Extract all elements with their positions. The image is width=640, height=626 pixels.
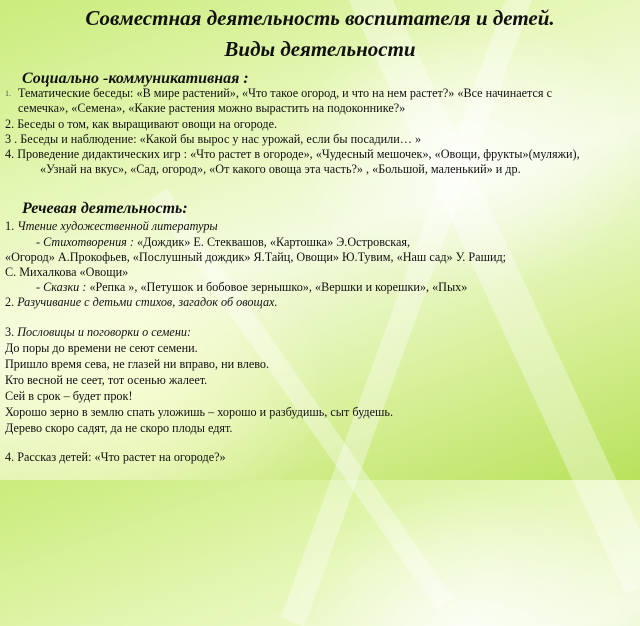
social-item-1-line-1: Тематические беседы: «В мире растений», «Что такое огород, и что на нем растет?» «Все начинается с <box>18 86 552 100</box>
item1-number: 1. <box>5 89 11 98</box>
title-line-2: Виды деятельности <box>224 37 416 61</box>
speech-point-3-text: Пословицы и поговорки о семени: <box>17 325 192 339</box>
speech-heading: Речевая деятельность: <box>22 200 188 217</box>
speech-point-2-number: 2. <box>5 295 15 309</box>
speech-point-2 <box>5 295 278 310</box>
proverb: Хорошо зерно в землю спать уложишь – хорошо и разбудишь, сыт будешь. <box>5 405 394 419</box>
proverb: Пришло время сева, не глазей ни вправо, ни влево. <box>5 357 270 371</box>
poems-line-2: «Огород» А.Прокофьев, «Послушный дождик» Я.Тайц, Овощи» Ю.Тувим, «Наш сад» У. Рашид; <box>5 250 507 264</box>
social-item-1-line-2: семечка», «Семена», «Какие растения можно вырастить на подоконнике?» <box>18 101 406 115</box>
poems-line-1 <box>36 235 410 250</box>
social-item-4-line-1: 4. Проведение дидактических игр : «Что растет в огороде», «Чудесный мешочек», «Овощи, фрукты»(муляжи), <box>5 147 580 161</box>
poems-line-3: С. Михалкова «Овощи» <box>5 265 129 279</box>
title-line-1: Совместная деятельность воспитателя и детей. <box>85 6 555 30</box>
speech-point-1-title: Чтение художественной литературы <box>17 219 218 233</box>
speech-point-1 <box>5 219 218 234</box>
speech-point-2-text: Разучивание с детьми стихов, загадок об овощах. <box>17 295 278 309</box>
speech-point-1-number: 1. <box>5 219 15 233</box>
tales-label: - Сказки : <box>36 280 87 294</box>
social-item-4-line-2: «Узнай на вкус», «Сад, огород», «От какого овоща эта часть?» , «Большой, маленький» и др. <box>40 162 521 176</box>
social-item-3: 3 . Беседы и наблюдение: «Какой бы вырос у нас урожай, если бы посадили… » <box>5 132 422 146</box>
social-item-2: 2. Беседы о том, как выращивают овощи на огороде. <box>5 117 278 131</box>
proverb: До поры до времени не сеют семени. <box>5 341 198 355</box>
poems-text-1: «Дождик» Е. Стеквашов, «Картошка» Э.Островская, <box>133 235 411 249</box>
speech-point-3-number: 3. <box>5 325 15 339</box>
proverb: Дерево скоро садят, да не скоро плоды едят. <box>5 421 233 435</box>
tales-line <box>36 280 467 295</box>
speech-point-4: 4. Рассказ детей: «Что растет на огороде?» <box>5 450 226 464</box>
social-heading: Социально -коммуникативная : <box>22 70 249 87</box>
speech-point-3 <box>5 325 191 340</box>
tales-text: «Репка », «Петушок и бобовое зернышко», «Вершки и корешки», «Пых» <box>86 280 468 294</box>
poems-label: - Стихотворения : <box>36 235 134 249</box>
proverb: Кто весной не сеет, тот осенью жалеет. <box>5 373 208 387</box>
proverb: Сей в срок – будет прок! <box>5 389 133 403</box>
